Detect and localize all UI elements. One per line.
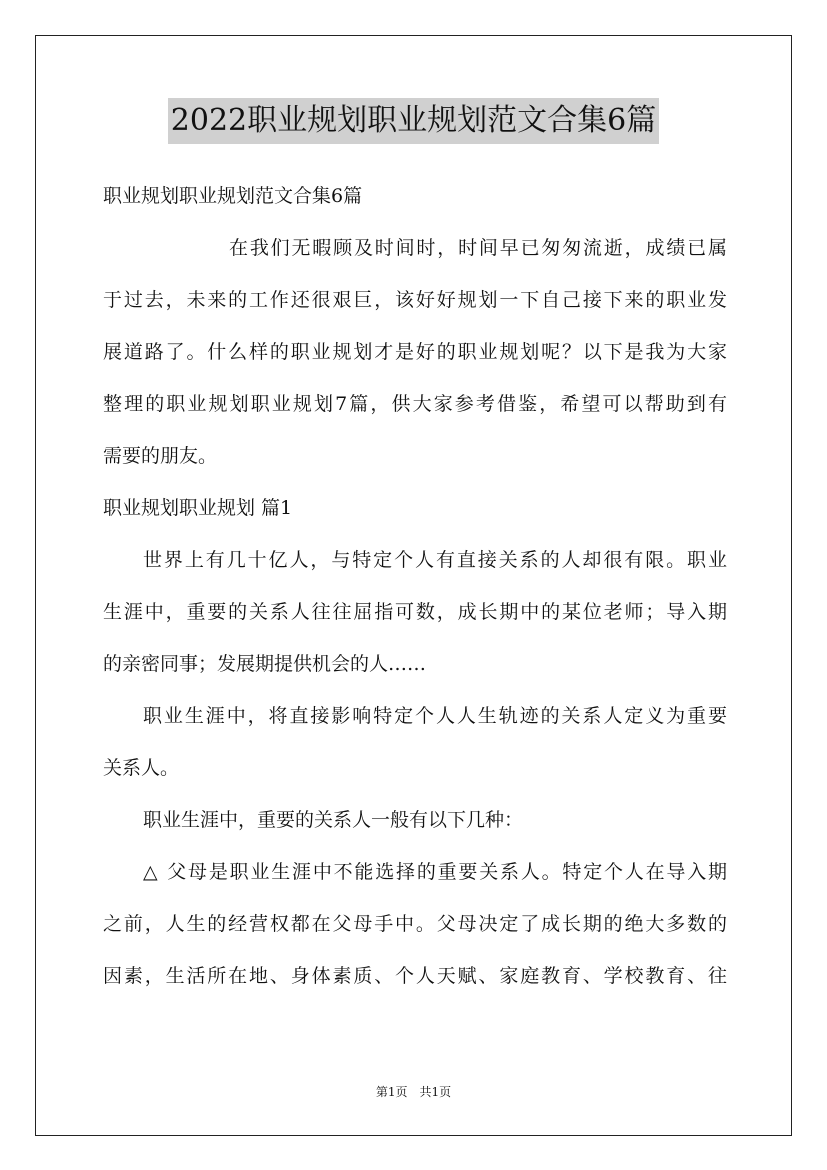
intro-line: 需要的朋友。: [103, 445, 218, 467]
paragraph-line: 关系人。: [103, 757, 180, 779]
title-container: [0, 98, 827, 144]
paragraph-line: 生涯中，重要的关系人往往屈指可数，成长期中的某位老师；导入期: [103, 601, 727, 623]
paragraph-line: 之前，人生的经营权都在父母手中。父母决定了成长期的绝大多数的: [103, 913, 727, 935]
intro-line: 整理的职业规划职业规划7篇，供大家参考借鉴，希望可以帮助到有: [103, 393, 727, 415]
paragraph-line: 世界上有几十亿人，与特定个人有直接关系的人却很有限。职业: [143, 549, 727, 571]
document-body: [103, 170, 727, 1002]
paragraph-line: 职业生涯中，重要的关系人一般有以下几种：: [143, 809, 524, 831]
intro-line: 于过去，未来的工作还很艰巨，该好好规划一下自己接下来的职业发: [103, 289, 727, 311]
section-heading: 职业规划职业规划 篇1: [103, 497, 293, 519]
intro-line: 在我们无暇顾及时间时，时间早已匆匆流逝，成绩已属: [229, 237, 727, 259]
page-footer: 第1页 共1页: [375, 1085, 452, 1099]
intro-line: 展道路了。什么样的职业规划才是好的职业规划呢？以下是我为大家: [103, 341, 727, 363]
paragraph-line: △ 父母是职业生涯中不能选择的重要关系人。特定个人在导入期: [143, 861, 727, 883]
paragraph-line: 因素，生活所在地、身体素质、个人天赋、家庭教育、学校教育、往: [103, 965, 727, 987]
paragraph-line: 的亲密同事；发展期提供机会的人……: [103, 653, 427, 675]
document-subtitle: 职业规划职业规划范文合集6篇: [103, 185, 363, 207]
document-title: 2022职业规划职业规划范文合集6篇: [168, 98, 659, 144]
paragraph-line: 职业生涯中，将直接影响特定个人人生轨迹的关系人定义为重要: [143, 705, 727, 727]
